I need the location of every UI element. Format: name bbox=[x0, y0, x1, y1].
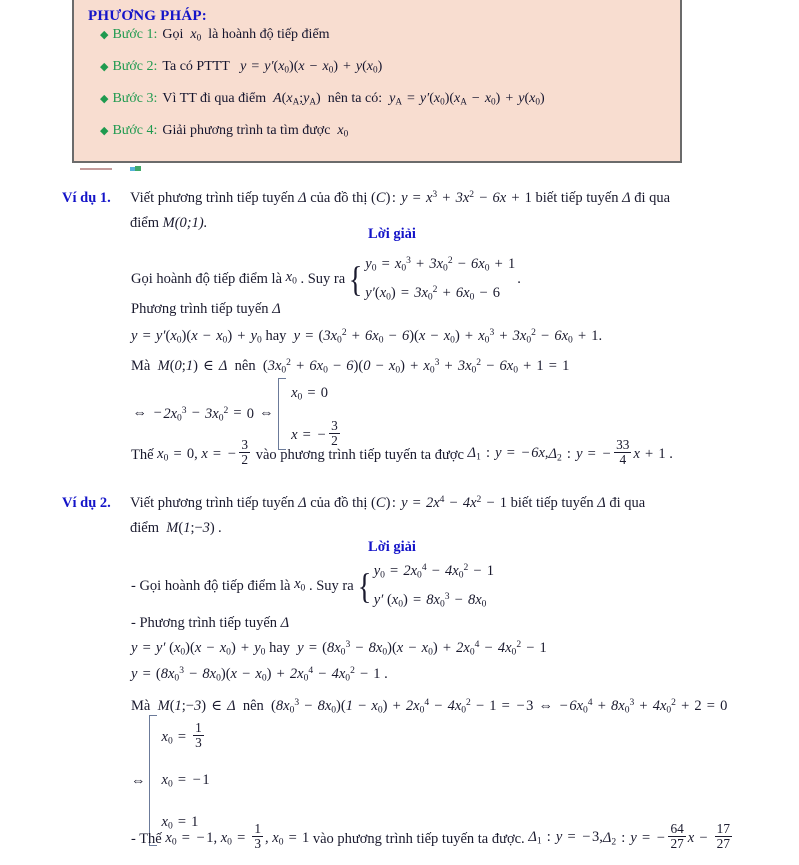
ex2-curve-equation: (C) : $y = 2x^4 - 4x^2 - 1$ bbox=[371, 494, 507, 511]
ex2-stmt-p4: đi qua bbox=[609, 494, 646, 511]
method-step-4 bbox=[100, 123, 670, 155]
left-brace-icon: { bbox=[357, 566, 371, 607]
step-3-label: Bước 3: bbox=[112, 91, 158, 106]
ex2-point: M(1;−3) . bbox=[162, 519, 222, 536]
step-1-lead: Gọi bbox=[162, 27, 184, 42]
ex2-l7-res2-num: 64 bbox=[670, 821, 684, 836]
ex1-stmt-p4: đi qua bbox=[634, 189, 671, 206]
ex2-case-1: $x_0$ = $\frac{1}{3}$ bbox=[161, 720, 202, 751]
ex1-delta-2: Δ bbox=[622, 189, 631, 206]
step-3-math-point: $A(x_A;y_A)$ bbox=[269, 91, 321, 107]
ex2-l4-equation: $y = (8x_0^3 - 8x_0)(x - x_0) + 2x_0^4 - 4x_0^2 - 1$ bbox=[131, 665, 381, 684]
ex2-case-3: $x_0 = 1$ bbox=[161, 814, 199, 833]
step-1-text bbox=[162, 27, 329, 43]
ex1-l6-result-1: $\Delta_1$ : y = − 6x, bbox=[463, 444, 549, 463]
ex1-l6-values: $x_0 = 0$, x = − $\frac{3}{2}$ bbox=[153, 437, 249, 468]
ex2-l7-res3-den: 27 bbox=[716, 836, 730, 852]
ex2-stmt-p1: Viết phương trình tiếp tuyến bbox=[130, 494, 295, 511]
ex2-delta-2: Δ bbox=[597, 494, 606, 511]
artifact-segment-b bbox=[135, 166, 141, 171]
ex2-l5-point: M(1;−3) ∈ Δ bbox=[153, 697, 240, 714]
ex1-l6-res2-den: 4 bbox=[614, 452, 631, 467]
ex2-l7-mid: vào phương trình tiếp tuyến ta được. bbox=[312, 830, 525, 847]
diamond-bullet-icon: ◆ bbox=[100, 29, 109, 41]
ex2-l7-lead: - Thế bbox=[131, 830, 162, 847]
method-box bbox=[72, 0, 682, 163]
step-2-math: $y = y'(x_0)(x - x_0) + y(x_0)$ bbox=[233, 59, 383, 75]
example-2-line-7 bbox=[131, 822, 734, 856]
diamond-bullet-icon: ◆ bbox=[100, 93, 109, 105]
diamond-bullet-icon: ◆ bbox=[100, 61, 109, 73]
ex1-system-brace bbox=[347, 250, 515, 309]
step-1-math: $x_0$ bbox=[186, 27, 202, 43]
ex2-stmt-line2-lead: điểm bbox=[130, 519, 159, 536]
ex2-l7-result-2: $\Delta_2$ : y = − $\frac{64}{27}$ x − $\frac{17}{27}$ bbox=[602, 821, 730, 852]
ex2-l7-frac-num: 1 bbox=[254, 821, 262, 836]
ex2-l7-values: $x_0$ = − 1, $x_0$ = $\frac{1}{3}$ , $x_0 = 1$ bbox=[161, 821, 310, 852]
ex2-l3-left: y = y′ $(x_0)(x - x_0) + y_0$ bbox=[131, 639, 266, 658]
ex1-case-1: $x_0 = 0$ bbox=[291, 385, 328, 403]
ex1-l6-mid: vào phương trình tiếp tuyến ta được bbox=[255, 446, 464, 463]
method-step-3 bbox=[100, 91, 670, 123]
diamond-bullet-icon: ◆ bbox=[100, 125, 109, 137]
ex1-l4-point: M(0;1) ∈ Δ bbox=[153, 357, 232, 374]
method-step-1 bbox=[100, 27, 670, 59]
ex1-sys-row-2: $y'(x_0) = 3x_0^2 + 6x_0 - 6$ bbox=[365, 284, 501, 303]
ex2-sys-row-2: y′ $(x_0) = 8x_0^3 - 8x_0$ bbox=[373, 591, 487, 610]
ex2-l7-res2-den: 27 bbox=[670, 836, 684, 852]
ex2-sys-row-1: $y_0 = 2x_0^4 - 4x_0^2 - 1$ bbox=[373, 562, 494, 581]
ex2-delta-1: Δ bbox=[298, 494, 307, 511]
step-4-text bbox=[162, 123, 348, 139]
ex1-stmt-p1: Viết phương trình tiếp tuyến bbox=[130, 189, 295, 206]
ex2-l7-res3-num: 17 bbox=[716, 821, 730, 836]
example-1-line-6 bbox=[131, 438, 673, 472]
ex2-l1-var: $x_0$ bbox=[290, 576, 306, 594]
step-3-lead: Vì TT đi qua điểm bbox=[162, 91, 267, 106]
ex2-l5-lead: Mà bbox=[131, 697, 151, 714]
step-2-lead: Ta có PTTT bbox=[162, 59, 230, 74]
step-2-label: Bước 2: bbox=[112, 59, 158, 74]
example-1-line-2 bbox=[131, 296, 281, 322]
example-2-tag: Ví dụ 2. bbox=[62, 494, 111, 511]
ex1-l6-frac-den: 2 bbox=[241, 452, 249, 468]
ex2-l3-right: $y = (8x_0^3 - 8x_0)(x - x_0) + 2x_0^4 - 4x_0^2 - 1$ bbox=[293, 639, 547, 658]
ex1-case2-den: 2 bbox=[331, 433, 338, 449]
ex1-stmt-p2: của đồ thị bbox=[310, 189, 368, 206]
ex1-case-2: x = − $\frac{3}{2}$ bbox=[291, 417, 338, 449]
example-2-statement bbox=[130, 487, 645, 541]
step-3-math-eq: $y_A = y'(x_0)(x_A - x_0) + y(x_0)$ bbox=[385, 91, 545, 107]
example-2-line-1 bbox=[131, 557, 496, 616]
step-2-text bbox=[162, 59, 382, 75]
method-box-title: PHƯƠNG PHÁP: bbox=[88, 8, 207, 24]
ex1-l6-frac-num: 3 bbox=[241, 437, 249, 452]
method-step-2 bbox=[100, 59, 670, 91]
example-2-line-5 bbox=[131, 690, 727, 723]
ex1-l1-mid: . Suy ra bbox=[300, 271, 346, 288]
ex1-point: M(0;1). bbox=[162, 214, 208, 231]
left-brace-icon: { bbox=[348, 259, 363, 300]
ex2-l6-iff: ⇔ bbox=[131, 772, 146, 789]
ex1-l5-left: ⇔ − $2x_0^3 - 3x_0^2 = 0$ ⇔ bbox=[132, 404, 274, 423]
ex2-l4-period: . bbox=[384, 665, 388, 682]
ex1-l6-lead: Thế bbox=[131, 446, 154, 463]
step-4-label: Bước 4: bbox=[112, 123, 158, 138]
step-1-tail: là hoành độ tiếp điểm bbox=[208, 27, 330, 42]
ex2-l5-equation: $(8x_0^3 - 8x_0)(1 - x_0) + 2x_0^4 - 4x_0^2 - 1$ = − 3 ⇔ − $6x_0^4 + 8x_0^3 + 4x_0^2 + 2 = 0$ bbox=[271, 697, 728, 716]
ex2-l3-hay: hay bbox=[269, 639, 290, 656]
ex1-l3-left: $y = y'(x_0)(x - x_0) + y_0$ bbox=[131, 327, 262, 346]
ex2-l2-text: - Phương trình tiếp tuyến bbox=[131, 615, 278, 631]
ex2-system-brace bbox=[356, 557, 494, 616]
ex2-case-2: $x_0$ = − 1 bbox=[161, 771, 210, 790]
ex1-l3-right: $y = (3x_0^2 + 6x_0 - 6)(x - x_0) + x_0^3 + 3x_0^2 - 6x_0 + 1$. bbox=[290, 327, 603, 346]
step-4-lead: Giải phương trình ta tìm được bbox=[162, 123, 331, 138]
ex2-stmt-p3: biết tiếp tuyến bbox=[510, 494, 594, 511]
step-3-text bbox=[162, 91, 544, 107]
ex1-l1-var: $x_0$ bbox=[282, 269, 297, 287]
step-4-math: $x_0$ bbox=[333, 123, 349, 139]
ex1-sys-row-1: $y_0 = x_0^3 + 3x_0^2 - 6x_0 + 1$ bbox=[365, 255, 516, 274]
ex1-curve-equation: (C) : $y = x^3 + 3x^2 - 6x + 1$ bbox=[371, 189, 532, 206]
ex2-l5-nen: nên bbox=[242, 697, 264, 714]
ex1-l6-result-2: $\Delta_2$ : y = − $\frac{33}{4}$ x + 1 . bbox=[548, 437, 673, 468]
ex1-l4-equation: $(3x_0^2 + 6x_0 - 6)(0 - x_0) + x_0^3 + 3x_0^2 - 6x_0 + 1 = 1$ bbox=[262, 357, 570, 376]
ex1-l4-nen: nên bbox=[234, 357, 256, 374]
ex1-stmt-p3: biết tiếp tuyến bbox=[535, 189, 619, 206]
artifact-segment-a bbox=[80, 168, 112, 170]
example-2-header bbox=[0, 487, 799, 541]
step-1-label: Bước 1: bbox=[112, 27, 158, 42]
ex1-l1-dot: . bbox=[517, 271, 521, 288]
ex2-l7-frac-den: 3 bbox=[254, 836, 262, 852]
example-2-line-4 bbox=[131, 658, 388, 691]
ex2-l1-lead: - Gọi hoành độ tiếp điểm là bbox=[131, 578, 291, 595]
example-1-tag: Ví dụ 1. bbox=[62, 189, 111, 206]
ex1-stmt-line2-lead: điểm bbox=[130, 214, 159, 231]
ex2-l1-mid: . Suy ra bbox=[308, 578, 354, 595]
ex1-delta-1: Δ bbox=[298, 189, 307, 206]
ex1-l4-lead: Mà bbox=[131, 357, 151, 374]
ex1-l6-res2-num: 33 bbox=[616, 437, 630, 452]
ex1-l3-hay: hay bbox=[265, 327, 287, 344]
ex2-case1-num: 1 bbox=[195, 720, 202, 735]
ex2-case1-den: 3 bbox=[195, 735, 202, 751]
clipped-line-artifact bbox=[80, 166, 170, 171]
ex2-l2-delta: Δ bbox=[280, 615, 290, 631]
ex1-l2-text: Phương trình tiếp tuyến bbox=[131, 301, 269, 317]
ex1-case2-num: 3 bbox=[331, 417, 338, 433]
example-1-line-3 bbox=[131, 320, 602, 353]
step-3-mid: nên ta có: bbox=[327, 91, 383, 106]
ex2-stmt-p2: của đồ thị bbox=[310, 494, 368, 511]
ex2-l7-result-1: $\Delta_1$ : y = − 3, bbox=[524, 828, 603, 847]
ex1-l2-delta: Δ bbox=[272, 301, 281, 317]
example-1-solution-heading: Lời giải bbox=[368, 226, 416, 242]
example-2-solution-heading: Lời giải bbox=[368, 539, 416, 555]
ex1-l1-lead: Gọi hoành độ tiếp điểm là bbox=[131, 271, 283, 288]
